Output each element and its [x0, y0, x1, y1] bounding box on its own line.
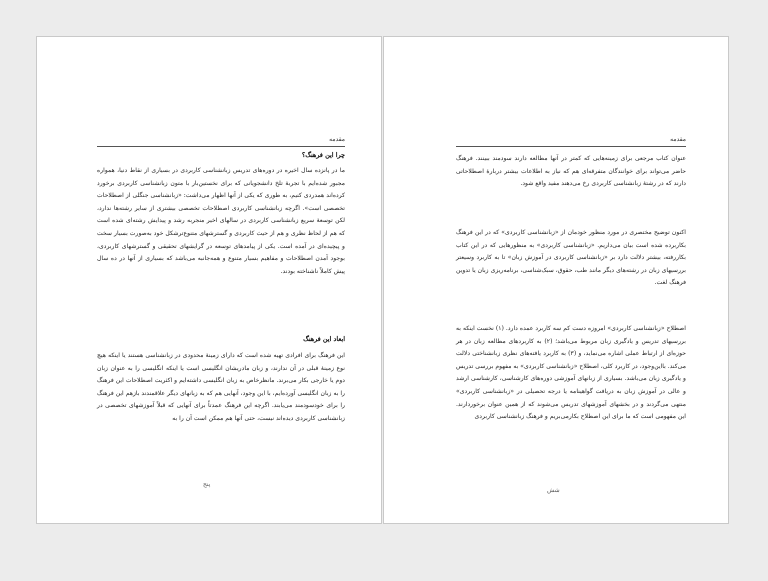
right-page — [383, 36, 729, 524]
section-heading-scope: ابعاد این فرهنگ — [303, 335, 345, 343]
section-heading-why: چرا این فرهنگ؟ — [301, 151, 345, 159]
page-number: شش — [547, 487, 560, 494]
paragraph-scope: این فرهنگ برای افرادی تهیه شده است که دارای زمینهٔ محدودی در زبانشناسی هستند یا اینکه هیچ نوع زمینهٔ قبلی در آن ندارند، و زبان مادریشان انگلیسی است یا اینکه انگلیسی را به عنوان زبان دوم یا خارجی بکار می‌برند. مانظرخاص به زبان انگلیسی داشته‌ایم و اکثریت اصطلاحات این فرهنگ را به زبان انگلیسی آورده‌ایم، با این وجود، آنهایی هم که به زبانهای دیگر علاقمندند بازهم این فرهنگ را برای خودسودمند می‌یابند. اگرچه این فرهنگ عمدتاً برای آنهایی که قبلاً آموزشهای تخصصی در زبانشناسی کاربردی دیده‌اند نیست، حتی آنها هم ممکن است آن را به — [97, 352, 345, 422]
header-rule — [456, 146, 686, 147]
paragraph-why: ما در پانزده سال اخیره در دوره‌های تدریس زبانشناسی کاربردی در بسیاری از نقاط دنیا، همواره مجبور شده‌ایم با تجربهٔ تلخ دانشجویانی که برای نخستین‌بار با متون زبانشناسی کاربردی برخورد کرده‌اند همدردی کنیم، به طوری که یکی از آنها اظهار می‌داشت: «زبانشناسی جنگلی از اصطلاحات تخصصی است». اگرچه زبانشناسی کاربردی اصطلاحات تخصصی بیشتری از سایر رشته‌ها ندارد، لکن توسعهٔ سریع زبانشناسی کاربردی در سالهای اخیر منجربه رشد و پیدایش رشته‌ای شده است که هم از لحاظ نظری و هم از حیث کاربردی و گسترشهای متنوع‌ترشکل خود به‌صورت بسیار سخت و پیچیده‌ای در آمده است. یکی از پیامدهای توسعه در گرایشهای تحقیقی و گسترشهای کاربردی، بوجود آمدن اصطلاحات و مفاهیم بسیار متنوع و همه‌جانبه می‌باشد که بسیاری از آنها در ده سال پیش کاملاً ناشناخته بودند. — [97, 167, 345, 275]
header-rule — [97, 146, 345, 147]
paragraph-three-uses: اصطلاح «زبانشناسی کاربردی» امروزه دست کم سه کاربرد عمده دارد. (۱) نخست اینکه به بررسیهای تدریس و یادگیری زبان مربوط می‌باشد؛ (۲) به کاربردهای مطالعه زبان در هر حوزه‌ای از ارتباط عملی اشاره می‌نماید، و (۳) به کاربرد یافته‌های نظری زبانشناختی دلالت می‌کند. بااین‌وجود، در کاربرد کلی، اصطلاح «زبانشناسی کاربردی» به مفهوم بررسی تدریس و یادگیری زبان می‌باشد. بسیاری از زبانهای آموزشی دوره‌های کارشناسی، کارشناسی ارشد و عالی در آموزش زبان به دریافت گواهینامه یا درجه تحصیلی در «زبانشناسی کاربردی» منتهی می‌گردند و در بخشهای آموزشهای تدریس می‌شوند که از همین عنوان برخوردارند. این مفهومی است که ما برای این اصطلاح بکارمی‌بریم و فرهنگ زبانشناسی کاربردی — [456, 325, 686, 421]
running-head: مقدمه — [329, 136, 345, 143]
running-head: مقدمه — [670, 136, 686, 143]
left-page — [36, 36, 382, 524]
page-number: پنج — [203, 481, 211, 488]
paragraph-continuation: عنوان کتاب مرجعی برای زمینه‌هایی که کمتر در آنها مطالعه دارند سودمند ببینند. فرهنگ حاضر می‌تواند برای خوانندگان متفرقه‌ای هم که نیاز به اطلاعات بیشتر دربارهٔ اصطلاحاتی دارند که در رشتهٔ زبانشناسی کاربردی رخ می‌دهند مفید واقع شود. — [456, 155, 686, 188]
paragraph-definition: اکنون توضیح مختصری در مورد منظور خودمان از «زبانشناسی کاربردی» که در این فرهنگ بکاربرده شده است بیان می‌داریم. «زبانشناسی کاربردی» به منظورهایی که در این کتاب بکاررفته، بیشتر دلالت دارد بر «زبانشناسی کاربردی در آموزش زبان» تا به کاربرد وسیعتر بررسیهای زبان در رشته‌های دیگر مانند طب، حقوق، سبک‌شناسی، برنامه‌ریزی زبان یا تدوین فرهنگ لغت. — [456, 229, 686, 287]
